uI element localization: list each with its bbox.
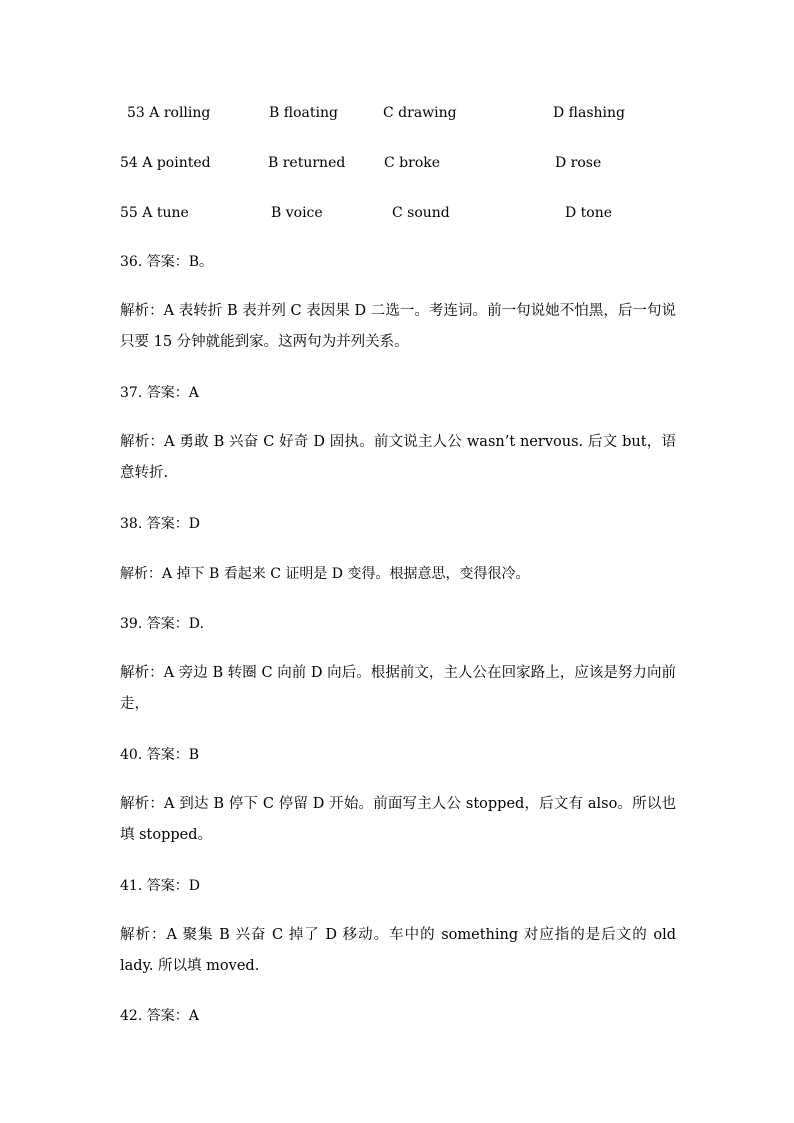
analysis-40: 解析：A 到达 B 停下 C 停留 D 开始。前面写主人公 stopped，后文有 also。所以也填 stopped。: [120, 796, 676, 843]
option-c: C sound: [392, 205, 450, 221]
analysis-37: 解析：A 勇敢 B 兴奋 C 好奇 D 固执。前文说主人公 wasn’t nervous. 后文 but，语意转折.: [120, 434, 676, 481]
answer-42: 42. 答案：A: [120, 1008, 199, 1024]
option-a: 54 A pointed: [120, 155, 211, 171]
option-d: D flashing: [553, 105, 626, 121]
option-a: 55 A tune: [120, 205, 189, 221]
analysis-36: 解析：A 表转折 B 表并列 C 表因果 D 二选一。考连词。前一句说她不怕黑，后一句说只要 15 分钟就能到家。这两句为并列关系。: [120, 303, 676, 350]
option-b: B returned: [268, 155, 346, 171]
answer-41: 41. 答案：D: [120, 878, 200, 894]
option-a: 53 A rolling: [127, 105, 211, 121]
option-row-53: [0, 101, 794, 125]
answer-38: 38. 答案：D: [120, 516, 200, 532]
option-d: D tone: [565, 205, 613, 221]
analysis-41: 解析：A 聚集 B 兴奋 C 掉了 D 移动。车中的 something 对应指的是后文的 old lady. 所以填 moved.: [120, 927, 676, 974]
option-c: C broke: [384, 155, 441, 171]
answer-40: 40. 答案：B: [120, 747, 200, 763]
option-c: C drawing: [383, 105, 457, 121]
answer-36: 36. 答案：B。: [120, 254, 214, 270]
option-row-55: [0, 201, 794, 225]
analysis-39: 解析：A 旁边 B 转圈 C 向前 D 向后。根据前文，主人公在回家路上，应该是努力向前走，: [120, 665, 676, 712]
option-row-54: [0, 151, 794, 175]
answer-39: 39. 答案：D.: [120, 616, 204, 632]
analysis-38: 解析：A 掉下 B 看起来 C 证明是 D 变得。根据意思，变得很冷。: [120, 566, 530, 582]
option-d: D rose: [555, 155, 602, 171]
option-b: B floating: [269, 105, 338, 121]
option-b: B voice: [271, 205, 323, 221]
answer-37: 37. 答案：A: [120, 385, 199, 401]
